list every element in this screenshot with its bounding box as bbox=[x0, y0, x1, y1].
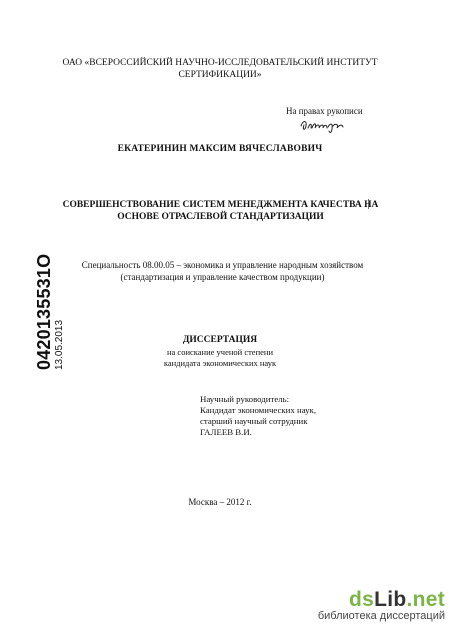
logo-net: .net bbox=[406, 588, 445, 611]
institution-line-1: ОАО «ВСЕРОССИЙСКИЙ НАУЧНО-ИССЛЕДОВАТЕЛЬСКИЙ ИНСТИТУТ bbox=[62, 58, 378, 68]
institution-name bbox=[60, 57, 380, 81]
degree-line-2: кандидата экономических наук bbox=[163, 358, 277, 368]
author-name: ЕКАТЕРИНИН МАКСИМ ВЯЧЕСЛАВОВИЧ bbox=[117, 144, 323, 154]
dslib-logo bbox=[240, 588, 445, 612]
dslib-subtitle: библиотека диссертаций bbox=[317, 610, 445, 622]
advisor-line-4: ГАЛЕЕВ В.И. bbox=[200, 427, 252, 437]
dissertation-title bbox=[58, 199, 383, 223]
advisor-block bbox=[200, 394, 316, 438]
degree-block bbox=[60, 347, 380, 369]
stamp-number: 0420135531О bbox=[34, 253, 54, 370]
specialty-line-2: (стандартизация и управление качеством продукции) bbox=[120, 271, 325, 282]
institution-line-2: СЕРТИФИКАЦИИ» bbox=[178, 70, 262, 80]
advisor-line-3: старший научный сотрудник bbox=[200, 416, 308, 426]
title-line-2: ОСНОВЕ ОТРАСЛЕВОЙ СТАНДАРТИЗАЦИИ bbox=[117, 212, 324, 222]
stamp-date: 13.05.2013 bbox=[54, 319, 65, 370]
handwritten-signature-icon bbox=[299, 116, 347, 141]
specialty-line-1: Специальность 08.00.05 – экономика и управление народным хозяйством bbox=[81, 260, 364, 270]
city-year: Москва – 2012 г. bbox=[188, 497, 252, 507]
document-type-heading: ДИССЕРТАЦИЯ bbox=[182, 335, 258, 345]
degree-line-1: на соискание ученой степени bbox=[166, 347, 273, 357]
dslib-watermark[interactable] bbox=[240, 588, 445, 632]
advisor-line-1: Научный руководитель: bbox=[200, 394, 290, 404]
title-line-1: СОВЕРШЕНСТВОВАНИЕ СИСТЕМ МЕНЕДЖМЕНТА КАЧЕСТВА НА bbox=[62, 200, 379, 210]
specialty-block bbox=[55, 260, 390, 283]
library-stamp bbox=[10, 253, 70, 408]
manuscript-rights-note: На правах рукописи bbox=[286, 106, 363, 116]
logo-lib: Lib bbox=[374, 588, 407, 611]
advisor-line-2: Кандидат экономических наук, bbox=[200, 405, 317, 415]
logo-ds: ds bbox=[348, 588, 375, 611]
